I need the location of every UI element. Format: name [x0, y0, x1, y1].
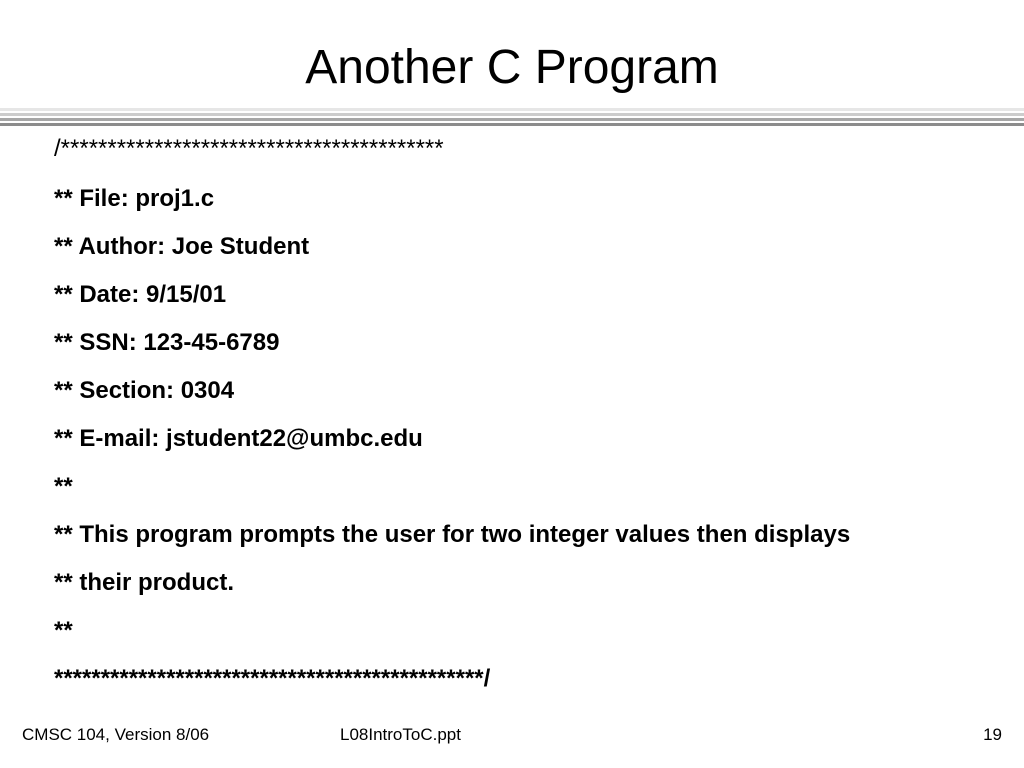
code-comment-block [54, 134, 1014, 712]
code-line: ** [54, 617, 73, 644]
slide-title: Another C Program [305, 41, 719, 94]
code-line: ** [54, 473, 73, 500]
divider-band-4 [0, 123, 1024, 126]
divider-band-3 [0, 118, 1024, 121]
code-line: ** Author: Joe Student [54, 233, 310, 260]
footer-filename: L08IntroToC.ppt [340, 725, 461, 744]
code-line: ** their product. [54, 569, 235, 596]
divider-band-2 [0, 113, 1024, 116]
code-line: ** File: proj1.c [54, 185, 215, 212]
title-divider [0, 108, 1024, 130]
code-line: ** Date: 9/15/01 [54, 281, 227, 308]
code-line: /***************************************** [54, 135, 444, 162]
footer-course: CMSC 104, Version 8/06 [22, 725, 210, 744]
code-line: ** This program prompts the user for two integer values then displays [54, 521, 851, 548]
footer-page-number: 19 [983, 725, 1002, 744]
code-line: ** E-mail: jstudent22@umbc.edu [54, 425, 423, 452]
code-line: **********************************************/ [54, 665, 491, 692]
divider-band-1 [0, 108, 1024, 111]
code-line: ** SSN: 123-45-6789 [54, 329, 280, 356]
code-line: ** Section: 0304 [54, 377, 235, 404]
